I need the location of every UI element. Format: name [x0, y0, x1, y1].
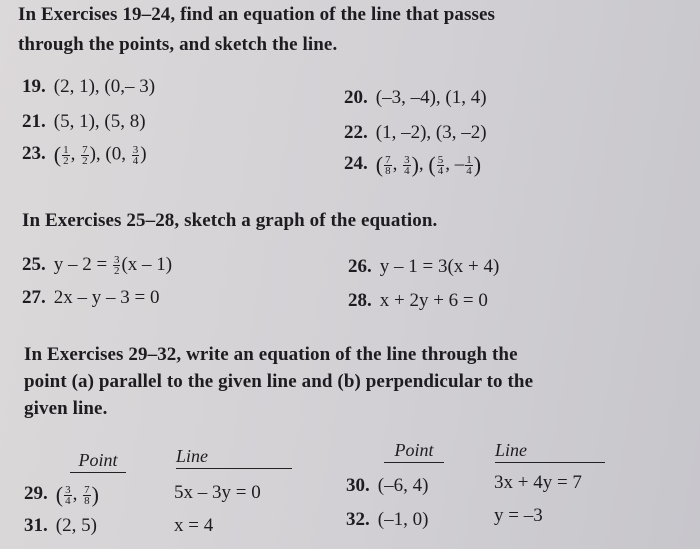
- exercise-text: (1, –2), (3, –2): [375, 122, 487, 143]
- numerator: 5: [437, 153, 444, 166]
- exercise-number: 31.: [24, 515, 48, 536]
- exercise-number: 22.: [344, 122, 368, 143]
- exercise-point: (–6, 4): [377, 475, 429, 496]
- exercise-29: 29. ( $\frac{3}{4}$ , $\frac{7}{8}$ ): [24, 482, 99, 507]
- exercise-19: [22, 76, 155, 98]
- exercise-number: 27.: [22, 287, 46, 308]
- fraction: [437, 155, 445, 176]
- exercise-text: ): [140, 143, 147, 165]
- fraction: [62, 145, 70, 166]
- exercise-29-line: 5x – 3y = 0: [174, 482, 261, 503]
- denominator: 4: [437, 164, 444, 177]
- section2-heading: In Exercises 25–28, sketch a graph of the equation.: [22, 210, 438, 231]
- section1-heading-line1: In Exercises 19–24, find an equation of the line that passes: [18, 4, 496, 25]
- fraction: [83, 485, 91, 506]
- exercise-text: ), (0,: [89, 143, 131, 165]
- exercise-text: (x – 1): [121, 254, 173, 275]
- exercise-number: 25.: [22, 254, 46, 275]
- fraction: [113, 255, 121, 276]
- exercise-text: x + 2y + 6 = 0: [379, 290, 488, 311]
- exercise-22: [344, 122, 487, 144]
- exercise-number: 20.: [344, 87, 368, 108]
- exercise-23: 23. ( $\frac{1}{2}$ , $\frac{7}{2}$ ), (0, $\frac{3}{4}$ ): [22, 142, 147, 167]
- section3-heading-line3: given line.: [24, 398, 108, 419]
- exercise-point: (–1, 0): [377, 509, 429, 530]
- exercise-point: (2, 5): [55, 515, 97, 536]
- numerator: 3: [404, 153, 410, 166]
- exercise-28: [348, 290, 488, 312]
- exercise-text: (5, 1), (5, 8): [53, 111, 146, 132]
- fraction: [81, 145, 89, 166]
- denominator: 2: [63, 154, 69, 167]
- section3-heading-line1: In Exercises 29–32, write an equation of the line through the: [24, 344, 518, 365]
- exercise-text: y – 2 =: [53, 254, 112, 275]
- exercise-30-line: 3x + 4y = 7: [494, 472, 582, 493]
- numerator: 1: [63, 143, 69, 156]
- denominator: 4: [65, 494, 71, 507]
- exercise-number: 26.: [348, 256, 372, 277]
- exercise-20: [344, 87, 487, 109]
- numerator: 3: [65, 483, 71, 496]
- denominator: 2: [113, 265, 120, 278]
- numerator: 3: [113, 254, 120, 267]
- paren: (: [53, 142, 62, 167]
- fraction: [465, 155, 473, 176]
- exercise-number: 19.: [22, 76, 46, 97]
- exercise-31: [24, 515, 97, 537]
- exercise-number: 24.: [344, 153, 368, 175]
- section3-heading-line2: point (a) parallel to the given line and (b) perpendicular to the: [24, 371, 534, 392]
- fraction: [132, 145, 140, 166]
- exercise-31-line: x = 4: [174, 515, 214, 536]
- exercise-21: [22, 111, 146, 133]
- section1-heading-line2: through the points, and sketch the line.: [18, 34, 338, 55]
- exercise-text: 2x – y – 3 = 0: [53, 287, 160, 308]
- fraction: [403, 155, 411, 176]
- col-header-point: Point: [70, 450, 126, 473]
- exercise-32: [346, 509, 428, 531]
- numerator: 1: [466, 153, 472, 166]
- exercise-27: [22, 287, 159, 309]
- exercise-number: 28.: [348, 290, 372, 311]
- denominator: 4: [466, 164, 472, 177]
- exercise-number: 30.: [346, 475, 370, 496]
- numerator: 7: [385, 153, 391, 166]
- fraction: [64, 485, 72, 506]
- exercise-text: (–3, –4), (1, 4): [375, 87, 487, 108]
- numerator: 7: [82, 143, 88, 156]
- exercise-32-line: y = –3: [494, 505, 543, 526]
- numerator: 3: [132, 143, 139, 156]
- col-header-point: Point: [384, 440, 444, 463]
- col-header-line: Line: [495, 440, 605, 463]
- exercise-number: 21.: [22, 111, 46, 132]
- exercise-24: 24. ( $\frac{7}{8}$ , $\frac{3}{4}$ ), ( $\frac{5}{4}$ , – $\frac{1}{4}$ ): [344, 152, 482, 177]
- denominator: 4: [132, 154, 139, 167]
- exercise-number: 32.: [346, 509, 370, 530]
- exercise-text: y – 1 = 3(x + 4): [379, 256, 500, 277]
- exercise-26: [348, 256, 499, 278]
- exercise-number: 23.: [22, 143, 46, 165]
- denominator: 8: [385, 164, 391, 177]
- exercise-30: [346, 475, 428, 497]
- fraction: [384, 155, 392, 176]
- numerator: 7: [84, 483, 90, 496]
- exercise-number: 29.: [24, 483, 48, 505]
- exercise-text: (2, 1), (0,– 3): [53, 76, 156, 97]
- exercise-25: [22, 254, 172, 276]
- denominator: 4: [404, 164, 410, 177]
- denominator: 8: [84, 494, 90, 507]
- denominator: 2: [82, 154, 88, 167]
- col-header-line: Line: [176, 446, 292, 469]
